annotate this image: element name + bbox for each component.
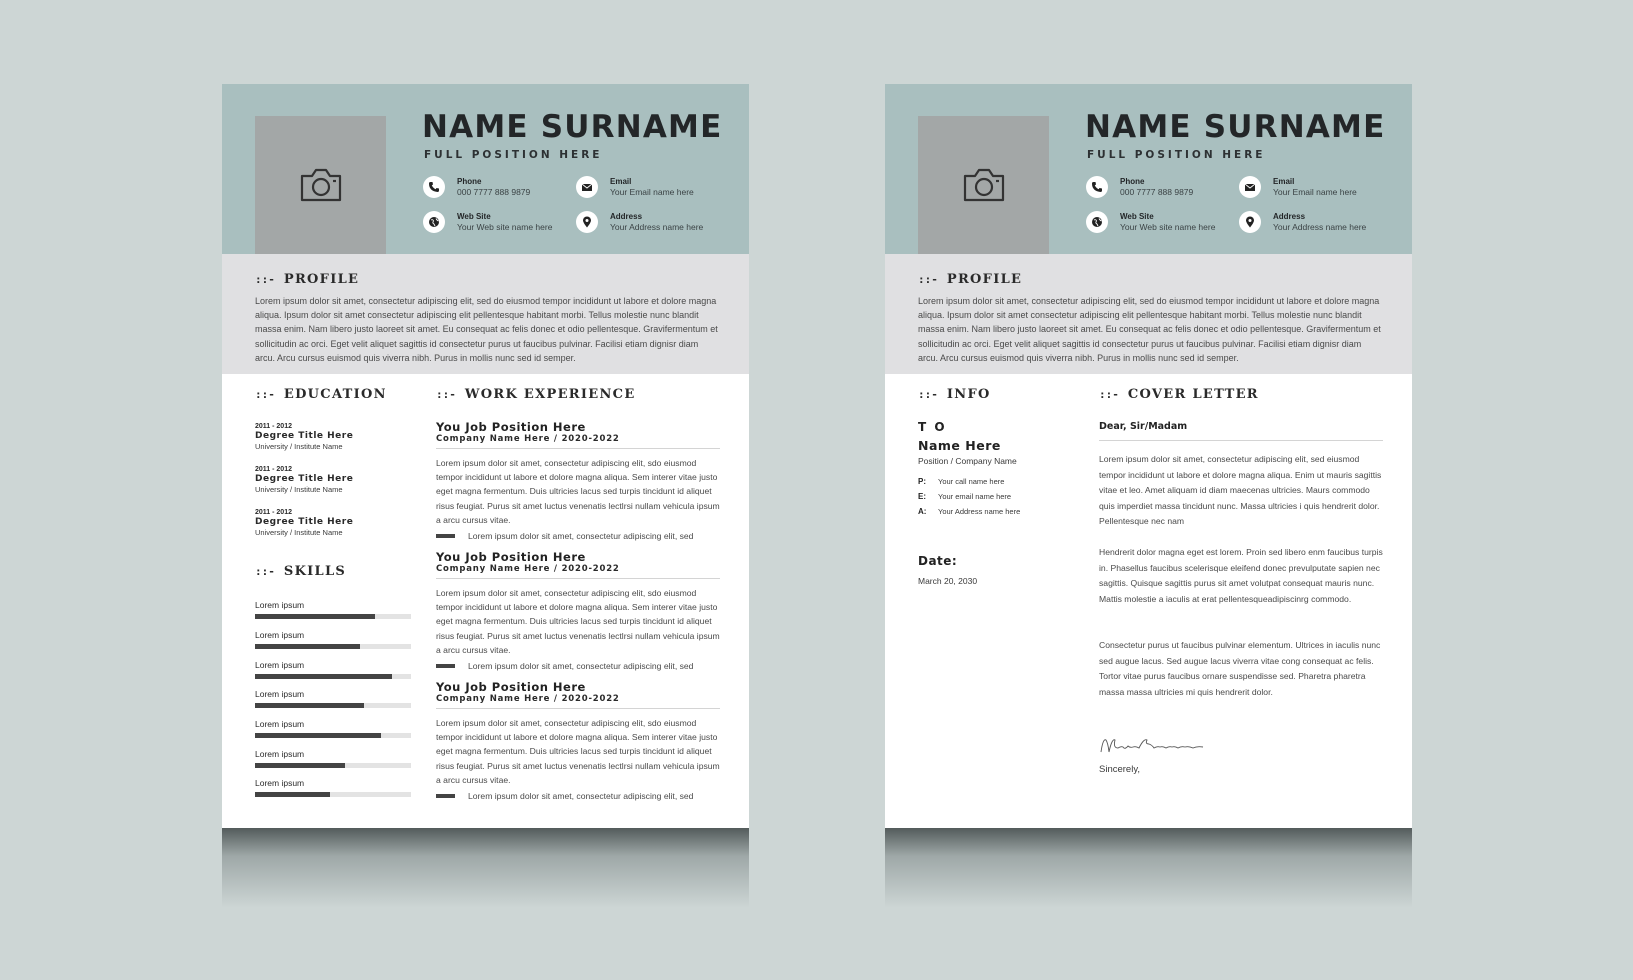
cover-header — [885, 84, 1412, 254]
profile-text: Lorem ipsum dolor sit amet, consectetur adipiscing elit, sed do eiusmod tempor incididunt ut labore et dolore magna aliqua. Ipsum dolor sit amet consectetur adipiscing elit pellentesque habitant morbi. Tellus molestie nunc blandit massa enim. Nam libero justo laoreet sit amet. Eu consequat ac felis donec et odio pellentesque. Gravifermentum et sollicitudin ac orci. Eget velit aliquet sagittis id consectetur purus ut faucibus pulvinar. Facilisi etiam dignisr diam arcu. Arcu cursus euismod quis viverra nibh. Purus in mollis nunc sed id semper. — [918, 296, 1381, 363]
skill-item: Lorem ipsum — [255, 778, 411, 797]
skill-bar — [255, 644, 411, 649]
contact-value: Your Web site name here — [1120, 221, 1216, 232]
profile-section — [885, 254, 1412, 374]
job-title: You Job Position Here — [436, 680, 586, 694]
resume-page — [222, 84, 749, 828]
cover-letter-title: ::- COVER LETTER — [1099, 387, 1259, 402]
skill-item: Lorem ipsum — [255, 660, 411, 679]
skill-bar — [255, 792, 411, 797]
job-entry — [436, 420, 720, 541]
resume-name: NAME SURNAME — [422, 109, 723, 145]
contact-email — [576, 176, 694, 198]
contact-website — [1086, 211, 1215, 233]
contact-label: Address — [610, 211, 643, 221]
phone-icon — [423, 176, 445, 198]
resume-header — [222, 84, 749, 254]
date-label: Date: — [918, 554, 958, 568]
letter-paragraph: Consectetur purus ut faucibus pulvinar elementum. Ultrices in iaculis nunc sed augue lacus. Sed augue lacus viverra vitae cong consequat ac felis. Tortor vitae purus faucibus ornare suspendisse sed. Pharetra pharetra massa massa ultricies mi quis hendrerit dolor. — [1099, 640, 1381, 697]
contact-address — [576, 211, 703, 233]
skill-bar — [255, 733, 411, 738]
contact-website — [423, 211, 552, 233]
divider — [1099, 440, 1383, 441]
camera-icon — [299, 166, 343, 204]
contact-label: Web Site — [457, 211, 491, 221]
job-description: Lorem ipsum dolor sit amet, consectetur adipiscing elit, sdo eiusmod tempor incididunt ut labore et dolore magna aliqua. Sem interer vitae justo eget magna fermentum. Duis ultricies lacus sed turpis tincidunt id aliquet risus feugiat. Purus sit amet luctus venenatis lectlrsi nullam vehicula ipsum a arcu cursus vitae. — [436, 588, 720, 655]
letter-paragraph: Hendrerit dolor magna eget est lorem. Proin sed libero enm faucibus turpis in. Phasellus faucibus scelerisque eleifend donec prevulputate sapien nec sagittis. Quisque sagittis purus sit amet volutpat consequat mauris nunc. Mattis molestie a iaculis at erat pellentesqueadipiscinrg commodo. — [1099, 547, 1383, 604]
contact-value: Your Email name here — [1273, 186, 1357, 197]
contact-value: Your Address name here — [610, 221, 704, 232]
location-pin-icon — [576, 211, 598, 233]
section-title: ::- PROFILE — [918, 272, 1023, 287]
job-bullet: Lorem ipsum dolor sit amet, consectetur adipiscing elit, sed — [436, 661, 720, 671]
letter-paragraph: Lorem ipsum dolor sit amet, consectetur adipiscing elit, sed eiusmod tempor incididunt ut labore et dolore magna aliqua. Enim ut mauris sagittis vitae et leo. Amet aliquam id diam maecenas ultricies. Maurs commodo quis imperdiet massa tincidunt nunc. Massa ultricies i quis hendrerit dolor. Pellentesque nec nam — [1099, 454, 1382, 527]
job-company: Company Name Here / 2020-2022 — [436, 434, 620, 444]
contact-label: Email — [610, 176, 632, 186]
photo-placeholder[interactable] — [918, 116, 1049, 254]
skill-item: Lorem ipsum — [255, 719, 411, 738]
skill-bar — [255, 614, 411, 619]
closing: Sincerely, — [1099, 764, 1141, 775]
info-title: ::- INFO — [918, 387, 991, 402]
skill-bar — [255, 674, 411, 679]
skill-item: Lorem ipsum — [255, 630, 411, 649]
greeting: Dear, Sir/Madam — [1099, 421, 1188, 432]
contact-label: Web Site — [1120, 211, 1154, 221]
recipient-phone: P: Your call name here — [918, 477, 1005, 486]
contact-address — [1239, 211, 1366, 233]
skill-bar — [255, 763, 411, 768]
location-pin-icon — [1239, 211, 1261, 233]
contact-value: Your Web site name here — [457, 221, 553, 232]
skill-item: Lorem ipsum — [255, 689, 411, 708]
contact-label: Phone — [1120, 176, 1145, 186]
contact-value: 000 7777 888 9879 — [1120, 186, 1194, 197]
section-title: ::- PROFILE — [255, 272, 360, 287]
email-icon — [576, 176, 598, 198]
education-item: 2011 - 2012 Degree Title Here University / Institute Name — [255, 423, 354, 451]
date-value: March 20, 2030 — [918, 576, 978, 586]
to-label: T O — [918, 420, 947, 434]
contact-value: Your Email name here — [610, 186, 694, 197]
camera-icon — [962, 166, 1006, 204]
globe-icon — [423, 211, 445, 233]
job-company: Company Name Here / 2020-2022 — [436, 564, 620, 574]
recipient-name: Name Here — [918, 438, 1001, 453]
profile-section — [222, 254, 749, 374]
job-company: Company Name Here / 2020-2022 — [436, 694, 620, 704]
contact-email — [1239, 176, 1357, 198]
education-item: 2011 - 2012 Degree Title Here University / Institute Name — [255, 466, 354, 494]
job-title: You Job Position Here — [436, 420, 586, 434]
education-title: ::- EDUCATION — [255, 387, 387, 402]
recipient-address: A: Your Address name here — [918, 507, 1021, 516]
signature — [1099, 734, 1209, 758]
job-bullet: Lorem ipsum dolor sit amet, consectetur adipiscing elit, sed — [436, 531, 720, 541]
contact-value: 000 7777 888 9879 — [457, 186, 531, 197]
contact-label: Phone — [457, 176, 482, 186]
page-shadow — [222, 828, 749, 908]
profile-text: Lorem ipsum dolor sit amet, consectetur adipiscing elit, sed do eiusmod tempor incididunt ut labore et dolore magna aliqua. Ipsum dolor sit amet consectetur adipiscing elit pellentesque habitant morbi. Tellus molestie nunc blandit massa enim. Nam libero justo laoreet sit amet. Eu consequat ac felis donec et odio pellentesque. Gravifermentum et sollicitudin ac orci. Eget velit aliquet sagittis id consectetur purus ut faucibus pulvinar. Facilisi etiam dignisr diam arcu. Arcu cursus euismod quis viverra nibh. Purus in mollis nunc sed id semper. — [255, 296, 718, 363]
recipient-position: Position / Company Name — [918, 456, 1017, 466]
contact-label: Email — [1273, 176, 1295, 186]
education-item: 2011 - 2012 Degree Title Here University / Institute Name — [255, 509, 354, 537]
page-shadow — [885, 828, 1412, 908]
job-bullet: Lorem ipsum dolor sit amet, consectetur adipiscing elit, sed — [436, 791, 720, 801]
skill-item: Lorem ipsum — [255, 600, 411, 619]
email-icon — [1239, 176, 1261, 198]
job-entry — [436, 680, 720, 801]
contact-value: Your Address name here — [1273, 221, 1367, 232]
job-description: Lorem ipsum dolor sit amet, consectetur adipiscing elit, sdo eiusmod tempor incididunt ut labore et dolore magna aliqua. Sem interer vitae justo eget magna fermentum. Duis ultricies lacus sed turpis tincidunt id aliquet risus feugiat. Purus sit amet luctus venenatis lectlrsi nullam vehicula ipsum a arcu cursus vitae. — [436, 458, 720, 525]
cover-position: FULL POSITION HERE — [1087, 149, 1266, 161]
globe-icon — [1086, 211, 1108, 233]
contact-phone — [1086, 176, 1193, 198]
job-title: You Job Position Here — [436, 550, 586, 564]
photo-placeholder[interactable] — [255, 116, 386, 254]
cover-letter-page — [885, 84, 1412, 828]
recipient-info — [918, 420, 1020, 516]
skills-title: ::- SKILLS — [255, 564, 347, 579]
skill-item: Lorem ipsum — [255, 749, 411, 768]
skill-bar — [255, 703, 411, 708]
resume-position: FULL POSITION HERE — [424, 149, 603, 161]
work-experience-title: ::- WORK EXPERIENCE — [436, 387, 636, 402]
contact-phone — [423, 176, 530, 198]
recipient-email: E: Your email name here — [918, 492, 1012, 501]
cover-name: NAME SURNAME — [1085, 109, 1386, 145]
job-description: Lorem ipsum dolor sit amet, consectetur adipiscing elit, sdo eiusmod tempor incididunt ut labore et dolore magna aliqua. Sem interer vitae justo eget magna fermentum. Duis ultricies lacus sed turpis tincidunt id aliquet risus feugiat. Purus sit amet luctus venenatis lectlrsi nullam vehicula ipsum a arcu cursus vitae. — [436, 718, 720, 785]
job-entry — [436, 550, 720, 671]
contact-label: Address — [1273, 211, 1306, 221]
phone-icon — [1086, 176, 1108, 198]
